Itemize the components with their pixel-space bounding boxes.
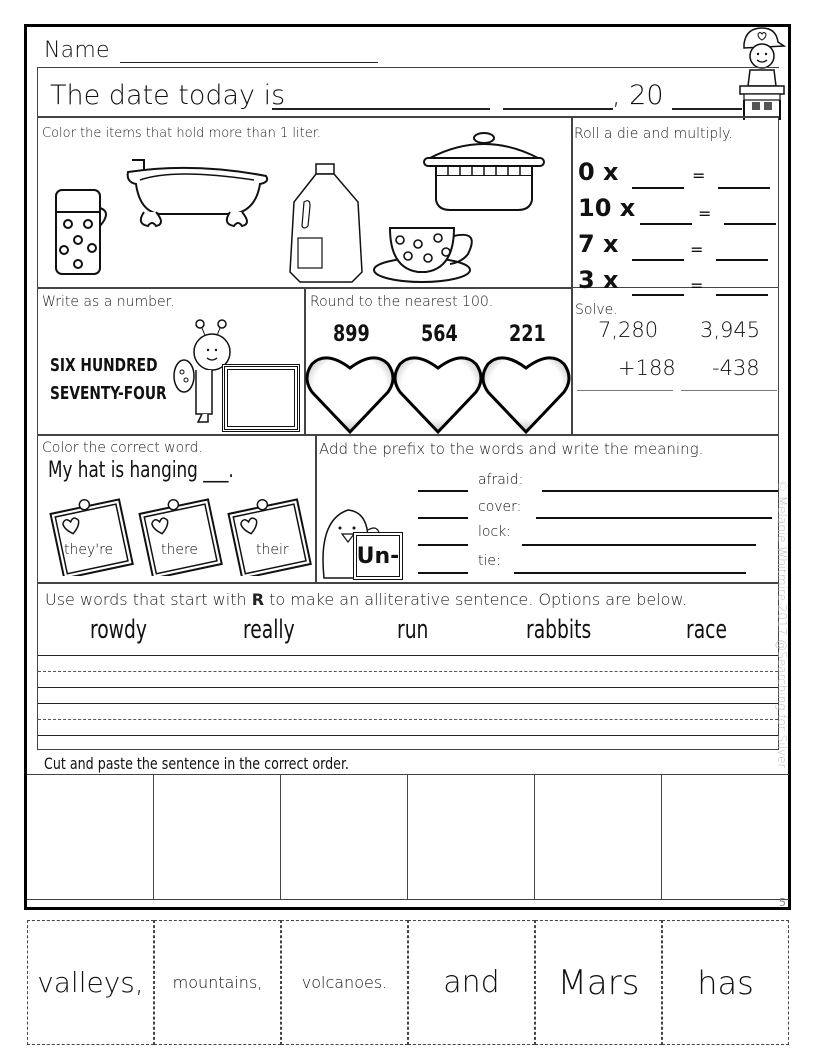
cut-word: volcanoes. xyxy=(301,973,388,992)
equals-sign: = xyxy=(690,276,704,295)
solve-2-answer-line[interactable] xyxy=(681,390,777,391)
multiply-factor: 0 x xyxy=(578,158,619,186)
alliteration-title-pre: Use words that start with xyxy=(45,590,252,609)
meaning-line-1[interactable] xyxy=(542,489,778,492)
cut-word-card-1[interactable] xyxy=(27,920,154,1045)
solve-2-bottom: -438 xyxy=(712,356,760,380)
teacup-icon[interactable] xyxy=(370,222,490,288)
heart-answer-3[interactable] xyxy=(483,358,569,432)
homophones-title: Color the correct word. xyxy=(42,440,204,456)
word-card-their[interactable] xyxy=(226,496,312,576)
alliteration-title xyxy=(45,590,687,609)
heart-icons xyxy=(304,350,574,440)
alliteration-title-post: to make an alliterative sentence. Options are below. xyxy=(264,590,688,609)
date-day-field[interactable] xyxy=(503,108,613,110)
paste-slot-6[interactable] xyxy=(662,775,789,899)
word-option: there xyxy=(161,542,199,558)
multiply-blank-2a[interactable] xyxy=(640,222,692,225)
heart-answer-2[interactable] xyxy=(395,358,481,432)
cut-word: has xyxy=(697,963,754,1002)
equals-sign: = xyxy=(692,166,706,185)
handwriting-lines[interactable] xyxy=(38,655,778,740)
equals-sign: = xyxy=(698,204,712,223)
number-answer-box[interactable] xyxy=(222,364,300,432)
word-card-there[interactable] xyxy=(137,496,223,576)
round-number-2: 564 xyxy=(421,322,458,347)
prefix-blank-4[interactable] xyxy=(418,571,468,574)
casserole-dish-icon[interactable] xyxy=(420,130,548,218)
word-card-theyre[interactable] xyxy=(48,496,134,576)
round-number-1: 899 xyxy=(333,322,370,347)
multiply-row-3 xyxy=(578,230,619,258)
multiply-blank-3b[interactable] xyxy=(716,258,768,261)
multiply-row-2 xyxy=(578,194,635,222)
word-option-5: race xyxy=(686,615,727,645)
solve-title: Solve. xyxy=(575,302,618,318)
cut-word-card-2[interactable] xyxy=(154,920,281,1045)
solve-1-bottom: +188 xyxy=(618,356,676,380)
prefix-title: Add the prefix to the words and write the meaning. xyxy=(319,440,704,458)
word-option: they're xyxy=(64,542,114,558)
solve-1-answer-line[interactable] xyxy=(577,390,673,391)
multiply-blank-1a[interactable] xyxy=(632,186,684,189)
name-field[interactable] xyxy=(120,62,378,63)
write-number-title: Write as a number. xyxy=(42,294,175,310)
cut-word-card-4[interactable] xyxy=(408,920,535,1045)
cut-word-card-3[interactable] xyxy=(281,920,408,1045)
multiply-row-1 xyxy=(578,158,636,186)
number-words-line2: SEVENTY-FOUR xyxy=(50,383,167,404)
multiply-title: Roll a die and multiply. xyxy=(574,126,733,142)
paste-slot-4[interactable] xyxy=(408,775,535,899)
page-number: 5 xyxy=(779,896,786,909)
meaning-line-3[interactable] xyxy=(522,543,756,546)
solve-2-top: 3,945 xyxy=(700,318,761,342)
word-option-1: rowdy xyxy=(90,615,147,645)
homophone-sentence: My hat is hanging ___. xyxy=(48,458,234,483)
cut-word-card-6[interactable] xyxy=(662,920,789,1045)
prefix-label: Un- xyxy=(356,543,400,569)
name-label: Name xyxy=(44,38,110,63)
prefix-blank-3[interactable] xyxy=(418,543,468,546)
word-option: their xyxy=(256,542,289,558)
prefix-word-2: cover: xyxy=(478,499,522,515)
round-number-3: 221 xyxy=(509,322,546,347)
capacity-title: Color the items that hold more than 1 liter. xyxy=(42,126,322,141)
cut-paste-title: Cut and paste the sentence in the correct order. xyxy=(44,754,349,773)
date-month-day-field[interactable] xyxy=(272,108,490,110)
prefix-word-4: tie: xyxy=(478,553,501,569)
cut-word: mountains, xyxy=(172,973,263,992)
paste-row xyxy=(27,774,789,900)
cut-word: Mars xyxy=(557,962,640,1003)
paste-slot-1[interactable] xyxy=(27,775,154,899)
prefix-word-1: afraid: xyxy=(478,472,524,488)
paste-slot-5[interactable] xyxy=(535,775,662,899)
copyright-watermark: © Melanie Whitmire 2017 @Searching for Silver xyxy=(775,480,789,769)
milk-jug-icon[interactable] xyxy=(286,162,366,288)
paste-slot-2[interactable] xyxy=(154,775,281,899)
multiply-blank-3a[interactable] xyxy=(632,258,684,261)
prefix-blank-1[interactable] xyxy=(418,489,468,492)
meaning-line-2[interactable] xyxy=(536,516,772,519)
heart-answer-1[interactable] xyxy=(307,358,393,432)
prefix-blank-2[interactable] xyxy=(418,516,468,519)
cut-word: valleys, xyxy=(37,966,144,999)
date-prompt: The date today is xyxy=(50,80,286,111)
multiply-factor: 10 x xyxy=(578,194,636,222)
multiply-blank-1b[interactable] xyxy=(718,186,770,189)
solve-1-top: 7,280 xyxy=(598,318,659,342)
alliteration-title-letter: R xyxy=(251,590,265,609)
multiply-blank-2b[interactable] xyxy=(724,222,776,225)
multiply-factor: 7 x xyxy=(578,230,619,258)
meaning-line-4[interactable] xyxy=(514,571,746,574)
date-year-field[interactable] xyxy=(672,108,742,110)
prefix-card xyxy=(353,532,403,580)
number-words-line1: SIX HUNDRED xyxy=(50,355,158,376)
cup-icon[interactable] xyxy=(54,188,112,280)
cut-word: and xyxy=(443,965,500,1000)
multiply-factor: 3 x xyxy=(578,266,619,294)
cut-word-card-5[interactable] xyxy=(535,920,662,1045)
cut-strip xyxy=(27,920,789,1045)
paste-slot-3[interactable] xyxy=(281,775,408,899)
word-option-2: really xyxy=(243,615,295,645)
word-option-4: rabbits xyxy=(526,615,592,645)
number-words xyxy=(50,352,167,408)
rounding-title: Round to the nearest 100. xyxy=(310,294,494,310)
word-option-3: run xyxy=(397,615,429,645)
date-year-prefix: , 20 xyxy=(612,80,664,111)
equals-sign: = xyxy=(690,240,704,259)
prefix-word-3: lock: xyxy=(478,524,511,540)
bathtub-icon[interactable] xyxy=(124,154,274,238)
